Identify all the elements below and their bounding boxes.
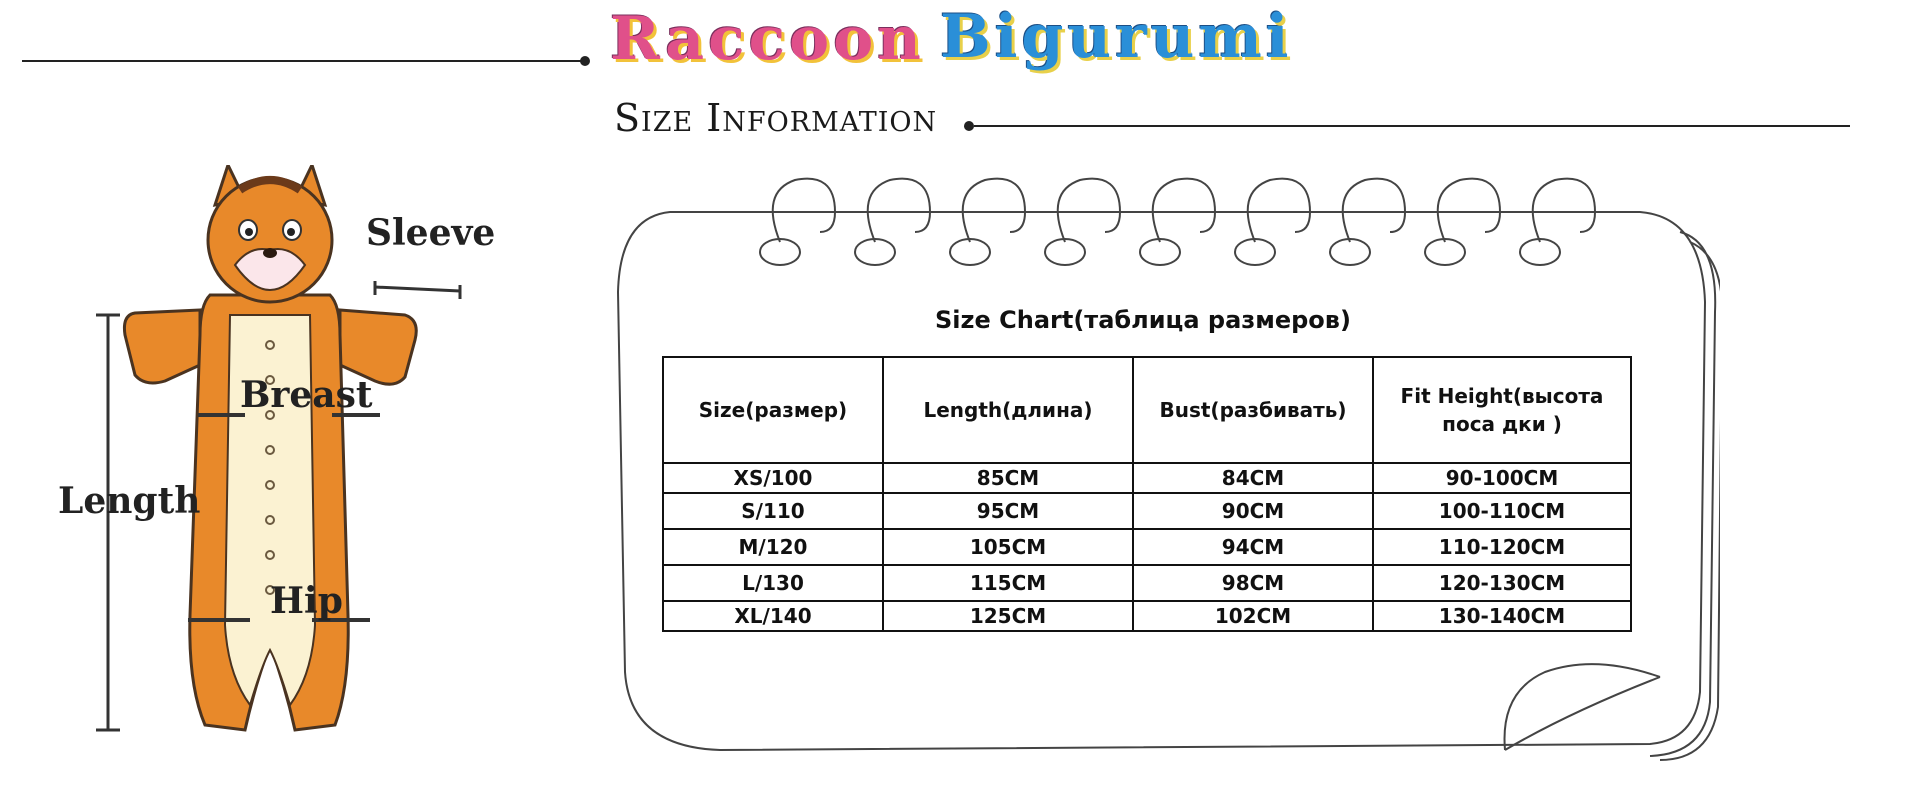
cell-bust: 90CM bbox=[1133, 493, 1373, 529]
length-bracket bbox=[96, 315, 120, 730]
costume-hood bbox=[208, 165, 332, 302]
cell-size: M/120 bbox=[663, 529, 883, 565]
cell-length: 95CM bbox=[883, 493, 1133, 529]
cell-fit-height: 120-130CM bbox=[1373, 565, 1631, 601]
cell-fit-height: 90-100CM bbox=[1373, 463, 1631, 493]
cell-bust: 102CM bbox=[1133, 601, 1373, 631]
cell-size: XS/100 bbox=[663, 463, 883, 493]
header-fit-height: Fit Height(высота поса дки ) bbox=[1373, 357, 1631, 463]
table-header-row bbox=[663, 357, 1631, 463]
cell-fit-height: 110-120CM bbox=[1373, 529, 1631, 565]
section-title: Size Information bbox=[614, 96, 938, 140]
label-sleeve: Sleeve bbox=[366, 212, 496, 254]
divider-left bbox=[22, 60, 584, 62]
label-breast: Breast bbox=[240, 374, 373, 416]
header-bust: Bust(разбивать) bbox=[1133, 357, 1373, 463]
cell-bust: 94CM bbox=[1133, 529, 1373, 565]
divider-dot-left bbox=[580, 56, 590, 66]
cell-size: S/110 bbox=[663, 493, 883, 529]
size-chart-table bbox=[662, 356, 1632, 632]
cell-length: 85CM bbox=[883, 463, 1133, 493]
cell-bust: 84CM bbox=[1133, 463, 1373, 493]
table-row bbox=[663, 529, 1631, 565]
table-row bbox=[663, 601, 1631, 631]
table-row bbox=[663, 463, 1631, 493]
cell-length: 105CM bbox=[883, 529, 1133, 565]
size-chart-title: Size Chart(таблица размеров) bbox=[935, 306, 1351, 334]
divider-right bbox=[974, 125, 1850, 127]
cell-size: L/130 bbox=[663, 565, 883, 601]
label-length: Length bbox=[58, 480, 201, 522]
banner-title-raccoon: Raccoon bbox=[610, 4, 925, 74]
cell-length: 115CM bbox=[883, 565, 1133, 601]
cell-size: XL/140 bbox=[663, 601, 883, 631]
banner bbox=[0, 0, 1920, 90]
label-hip: Hip bbox=[270, 580, 343, 622]
sleeve-bracket bbox=[375, 281, 460, 299]
table-row bbox=[663, 565, 1631, 601]
notepad-rings bbox=[760, 179, 1595, 265]
cell-fit-height: 130-140CM bbox=[1373, 601, 1631, 631]
header-length: Length(длина) bbox=[883, 357, 1133, 463]
cell-bust: 98CM bbox=[1133, 565, 1373, 601]
banner-title-bigurumi: Bigurumi bbox=[940, 2, 1293, 72]
cell-fit-height: 100-110CM bbox=[1373, 493, 1631, 529]
divider-dot-right bbox=[964, 121, 974, 131]
table-row bbox=[663, 493, 1631, 529]
cell-length: 125CM bbox=[883, 601, 1133, 631]
header-size: Size(размер) bbox=[663, 357, 883, 463]
